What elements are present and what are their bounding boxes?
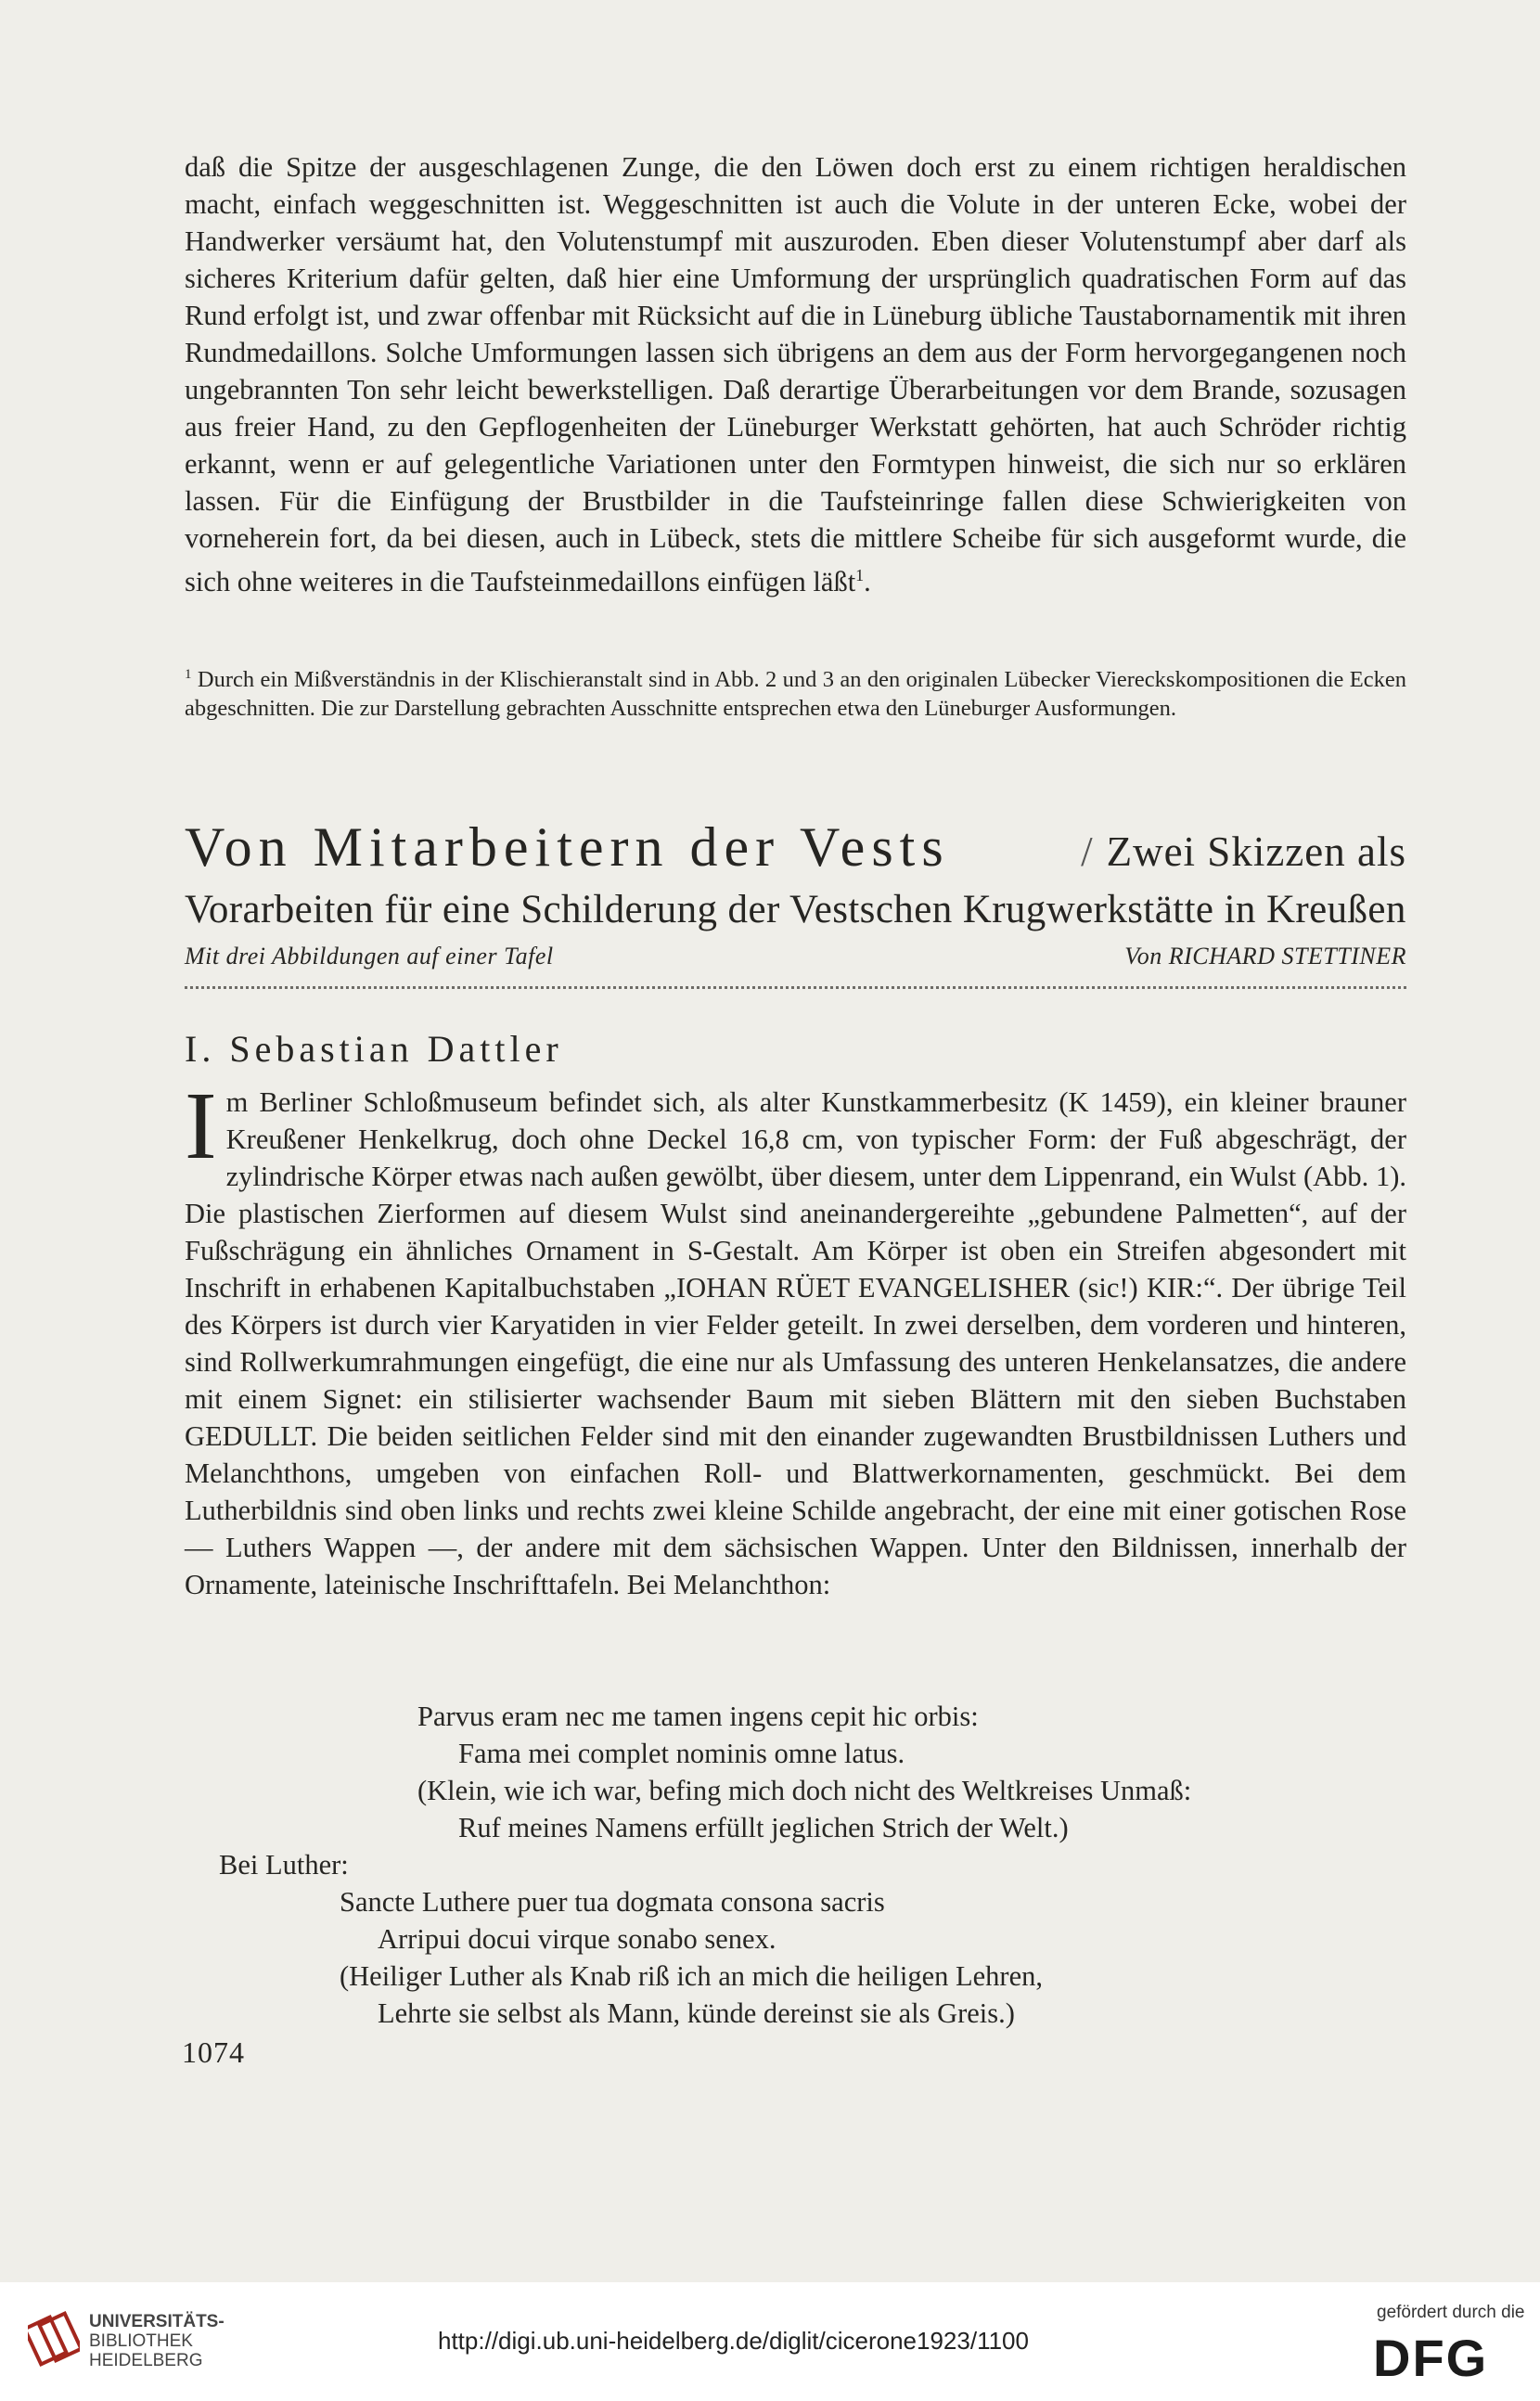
previous-article-paragraph [185,148,1406,600]
verse-line: Fama mei complet nominis omne latus. [458,1738,905,1769]
byline [185,940,1406,973]
footnote-text: Durch ein Mißverständnis in der Klischieranstalt sind in Abb. 2 und 3 an den originalen Lübecker Viereckskompositionen die Ecken abgeschnitten. Die zur Darstellung gebrachten Ausschnitte entsprechen etwa den Lüneburger Ausformungen. [185,667,1407,722]
footnote-reference: 1 [855,566,865,584]
verse-line: Lehrte sie selbst als Mann, künde dereinst sie als Greis.) [378,1997,1015,2029]
dotted-rule [185,986,1406,989]
paragraph: daß die Spitze der ausgeschlagenen Zunge, die den Löwen doch erst zu einem richtigen heraldischen macht, einfach weggeschnitten ist. Weggeschnitten ist auch die Volute in der unteren Ecke, wobei der Handwerker versäumt hat, den Volutenstumpf mit auszuroden. Eben dieser Volutenstumpf aber darf als sicheres Kriterium dafür gelten, daß hier eine Umformung der ursprünglich quadratischen Form auf das Rund erfolgt ist, und zwar offenbar mit Rücksicht auf die in Lüneburg übliche Taustabornamentik mit ihren Rundmedaillons. Solche Umformungen lassen sich übrigens an dem aus der Form hervorgegangenen noch ungebrannten Ton sehr leicht bewerkstelligen. Daß derartige Überarbeitungen vor dem Brande, sozusagen aus freier Hand, zu den Gepflogenheiten der Lüneburger Werkstatt gehörten, hat auch Schröder richtig erkannt, wenn er auf gelegentliche Variationen unter den Formtypen hinweist, die sich nur so erklären lassen. Für die Einfügung der Brustbilder in die Taufsteinringe fallen diese Schwierigkeiten von vorneherein fort, da bei diesen, auch in Lübeck, stets die mittlere Scheibe für sich ausgeformt wurde, die sich ohne weiteres in die Taufsteinmedaillons einfügen läßt$^1$. [185,151,1406,598]
source-url-link[interactable]: http://digi.ub.uni-heidelberg.de/diglit/cicerone1923/1100 [438,2327,1029,2355]
title-subtitle: Vorarbeiten für eine Schilderung der Vestschen Krugwerkstätte in Kreußen [185,888,1406,931]
footnote-marker: 1 [185,667,192,682]
dfg-logo: DFG [1373,2329,1489,2387]
library-logo-icon [28,2308,80,2375]
section-heading: I. Sebastian Dattler [185,1028,563,1070]
illustration-note: Mit drei Abbildungen auf einer Tafel [185,943,554,969]
body-paragraph: Im Berliner Schloßmuseum befindet sich, als alter Kunstkammerbesitz (K 1459), ein kleiner brauner Kreußener Henkelkrug, doch ohne Deckel 16,8 cm, von typischer Form: der Fuß abgeschrägt, der zylindrische Körper etwas nach außen gewölbt, über diesem, unter dem Lippenrand, ein Wulst (Abb. 1). Die plastischen Zierformen auf diesem Wulst sind aneinandergereihte „gebundene Palmetten“, auf der Fußschrägung ein ähnliches Ornament in S-Gestalt. Am Körper ist oben ein Streifen abgesondert mit Inschrift in erhabenen Kapitalbuchstaben „IOHAN RÜET EVANGELISHER (sic!) KIR:“. Der übrige Teil des Körpers ist durch vier Karyatiden in vier Felder geteilt. In zwei derselben, dem vorderen und hinteren, sind Rollwerkumrahmungen eingefügt, die eine nur als Umfassung des unteren Henkelansatzes, die andere mit einem Signet: ein stilisierter wachsender Baum mit sieben Blättern mit den sieben Buchstaben GEDULLT. Die beiden seitlichen Felder sind mit den einander zugewandten Brustbildnissen Luthers und Melanchthons, umgeben von einfachen Roll- und Blattwerkornamenten, geschmückt. Bei dem Lutherbildnis sind oben links und rechts zwei kleine Schilde angebracht, der eine mit einer gotischen Rose — Luthers Wappen —, der andere mit dem sächsischen Wappen. Unter den Bildnissen, innerhalb der Ornamente, lateinische Inschrifttafeln. Bei Melanchthon: [185,1072,1406,1600]
verse-line: Sancte Luthere puer tua dogmata consona sacris [340,1886,885,1918]
drop-cap: I [185,1072,217,1179]
article-title [185,815,1406,884]
author: Von RICHARD STETTINER [1124,943,1406,969]
verse-line: Ruf meines Namens erfüllt jeglichen Strich der Welt.) [458,1812,1069,1843]
verse-intro: Bei Luther: [219,1849,349,1881]
verse-line: Parvus eram nec me tamen ingens cepit hic orbis: [417,1701,979,1732]
verse-line: (Heiliger Luther als Knab riß ich an mich die heiligen Lehren, [340,1960,1043,1992]
verse-line: (Klein, wie ich war, befing mich doch nicht des Weltkreises Unmaß: [417,1775,1192,1806]
footer-bar [0,2282,1540,2401]
page-number: 1074 [182,2035,245,2069]
title-main: Von Mitarbeitern der Vests [185,816,950,878]
title-subtitle-start: / Zwei Skizzen als [1081,828,1406,875]
article-title-block [185,815,1406,989]
library-name: UNIVERSITÄTS- BIBLIOTHEK HEIDELBERG [89,2312,225,2370]
verse-line: Arripui docui virque sonabo senex. [378,1923,776,1955]
funding-text: gefördert durch die [1377,2303,1525,2322]
article-body [185,1072,1406,1603]
footnote [185,661,1406,723]
